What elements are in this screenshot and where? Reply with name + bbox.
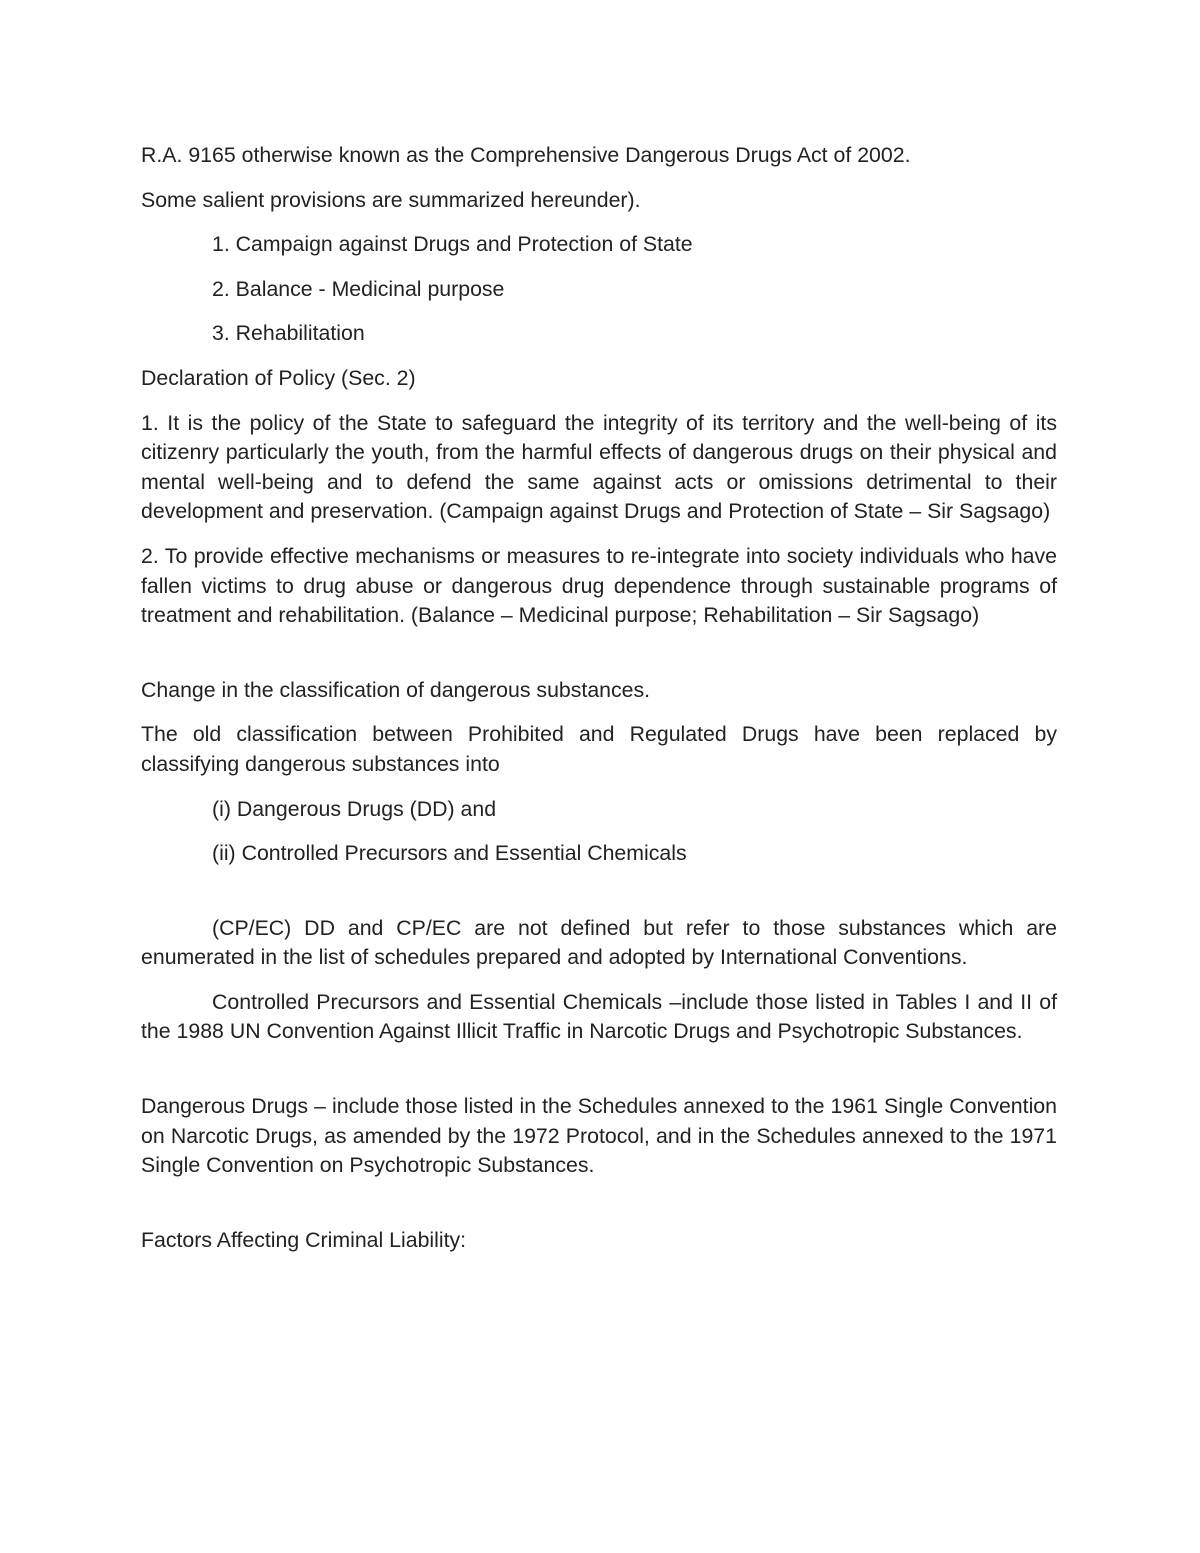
factors-heading: Factors Affecting Criminal Liability:: [141, 1227, 467, 1252]
classification-heading: Change in the classification of dangerous substances.: [141, 677, 651, 702]
policy-paragraph: 1. It is the policy of the State to safeguard the integrity of its territory and the well-being of its citizenry particularly the youth, from the harmful effects of dangerous drugs on their physical and mental well-being and to defend the same against acts or omissions detrimental to their development and preservation. (Campaign against Drugs and Protection of State – Sir Sagsago): [141, 410, 1057, 524]
list-item: 2. Balance - Medicinal purpose: [212, 276, 505, 301]
document-page: [141, 141, 1057, 1270]
list-item: (ii) Controlled Precursors and Essential Chemicals: [212, 841, 687, 866]
provisions-list: [141, 230, 1057, 349]
list-item: 1. Campaign against Drugs and Protection of State: [212, 232, 693, 257]
intro-text: Some salient provisions are summarized hereunder).: [141, 187, 641, 212]
classification-intro: The old classification between Prohibited and Regulated Drugs have been replaced by classifying dangerous substances into: [141, 722, 1057, 776]
cpec-paragraph: (CP/EC) DD and CP/EC are not defined but refer to those substances which are enumerated in the list of schedules prepared and adopted by International Conventions.: [141, 915, 1057, 970]
policy-heading: Declaration of Policy (Sec. 2): [141, 365, 416, 390]
list-item: 3. Rehabilitation: [212, 321, 365, 346]
policy-paragraph: 2. To provide effective mechanisms or measures to re-integrate into society individuals who have fallen victims to drug abuse or dangerous drug dependence through sustainable programs of treatment and rehabilitation. (Balance – Medicinal purpose; Rehabilitation – Sir Sagsago): [141, 543, 1057, 628]
list-item: (i) Dangerous Drugs (DD) and: [212, 796, 497, 821]
dangerous-drugs-definition: Dangerous Drugs – include those listed in the Schedules annexed to the 1961 Single Convention on Narcotic Drugs, as amended by the 1972 Protocol, and in the Schedules annexed to the 1971 Single Convention on Psychotropic Substances.: [141, 1094, 1057, 1178]
document-title-line: R.A. 9165 otherwise known as the Comprehensive Dangerous Drugs Act of 2002.: [141, 143, 911, 167]
classification-list: [141, 795, 1057, 869]
cpec-definition: Controlled Precursors and Essential Chemicals –include those listed in Tables I and II of the 1988 UN Convention Against Illicit Traffic in Narcotic Drugs and Psychotropic Substances.: [141, 989, 1057, 1044]
